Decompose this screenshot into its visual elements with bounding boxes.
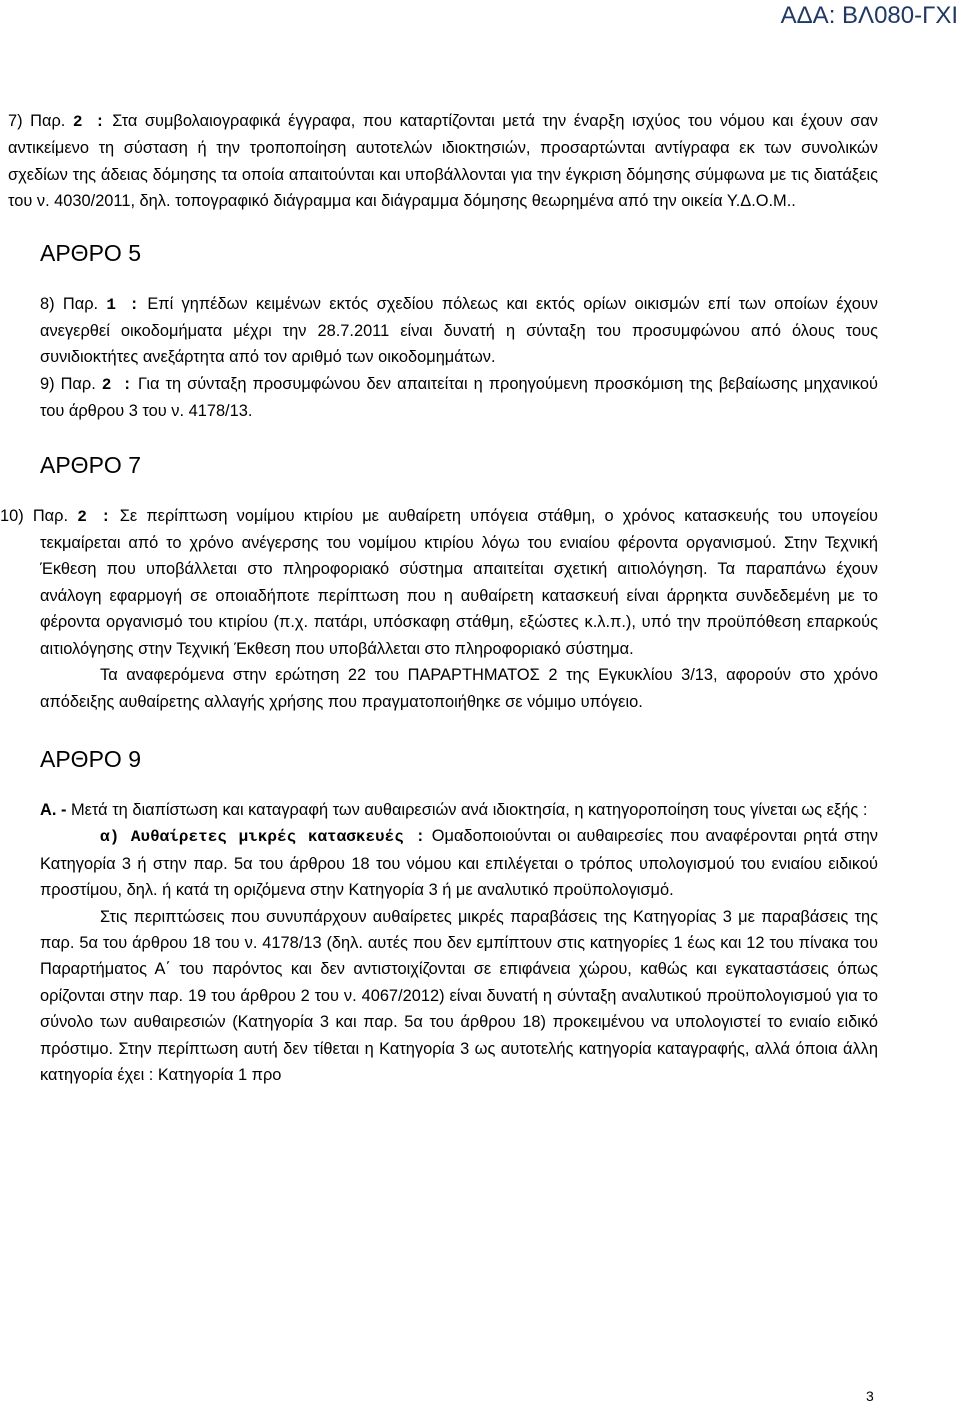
document-body (0, 108, 879, 1088)
item-8 (40, 291, 878, 371)
page-number: 3 (866, 1388, 874, 1404)
item-A (40, 797, 878, 823)
item-7-number: 7) Παρ. (8, 112, 73, 130)
item-9-ref: 2 : (101, 375, 133, 394)
item-a (40, 823, 878, 903)
item-7-ref: 2 : (72, 113, 105, 131)
heading-article-7: ΑΡΘΡΟ 7 (40, 451, 141, 478)
item-A-text: Μετά τη διαπίστωση και καταγραφή των αυθαιρεσιών ανά ιδιοκτησία, η κατηγοροποίηση τους γίνεται ως εξής : (66, 800, 868, 819)
item-9-text: Για τη σύνταξη προσυμφώνου δεν απαιτείται η προηγούμενη προσκόμιση της βεβαίωσης μηχανικού του άρθρου 3 του ν. 4178/13. (40, 374, 879, 421)
item-8-ref: 1 : (106, 295, 139, 314)
item-10-followup: Τα αναφερόμενα στην ερώτηση 22 του ΠΑΡΑΡΤΗΜΑΤΟΣ 2 της Εγκυκλίου 3/13, αφορούν στο χρόνο απόδειξης αυθαίρετης αλλαγής χρήσης που πραγματοποιήθηκε σε νόμιμο υπόγειο. (40, 666, 878, 711)
item-10-number: 10) Παρ. (0, 506, 78, 525)
item-10-ref: 2 : (77, 507, 111, 526)
item-7 (8, 108, 878, 215)
item-9 (40, 371, 878, 425)
document-code: ΑΔΑ: ΒΛ080-ΓΧΙ (780, 2, 958, 29)
item-A-label: Α. - (40, 800, 67, 819)
item-10-text: Σε περίπτωση νομίμου κτιρίου με αυθαίρετη υπόγεια στάθμη, ο χρόνος κατασκευής του υπογείου τεκμαίρεται από το χρόνο ανέγερσης του νομίμου κτιρίου λόγω του ενιαίου φέροντα οργανισμού. Στην Τεχνική Έκθεση που υποβάλλεται στο πληροφοριακό σύστημα απαιτείται σχετική αιτιολόγηση. Τα παραπάνω έχουν ανάλογη εφαρμογή σε οποιαδήποτε περίπτωση που η αυθαίρετη κατασκευή είναι άρρηκτα συνδεδεμένη με το φέροντα οργανισμό του κτιρίου (π.χ. πατάρι, υπόσκαφη στάθμη, εξώστες κ.λ.π.), υπό την προϋπόθεση επαρκούς αιτιολόγησης στην Τεχνική Έκθεση που υποβάλλεται στο πληροφοριακό σύστημα. (40, 506, 878, 658)
item-9-number: 9) Παρ. (40, 374, 102, 393)
item-a-followup: Στις περιπτώσεις που συνυπάρχουν αυθαίρετες μικρές παραβάσεις της Κατηγορίας 3 με παραβάσεις της παρ. 5α του άρθρου 18 του ν. 4178/13 (δηλ. αυτές που δεν εμπίπτουν στις κατηγορίες 1 έως και 12 του πίνακα του Παραρτήματος Α΄ του παρόντος και δεν αντιστοιχίζονται σε επιφάνεια χώρου, καθώς και εγκαταστάσεις όπως ορίζονται στην παρ. 19 του άρθρου 2 του ν. 4067/2012) είναι δυνατή η σύνταξη αναλυτικού προϋπολογισμού για το σύνολο των αυθαιρεσιών (Κατηγορία 3 και παρ. 5α του άρθρου 18) προκειμένου να υπολογιστεί το ενιαίο ειδικό πρόστιμο. Στην περίπτωση αυτή δεν τίθεται η Κατηγορία 3 ως αυτοτελής κατηγορία καταγραφής, αλλά όποια άλλη κατηγορία έχει : Κατηγορία 1 προ (40, 907, 878, 1084)
item-7-text: Στα συμβολαιογραφικά έγγραφα, που καταρτίζονται μετά την έναρξη ισχύος του νόμου και έχουν σαν αντικείμενο τη σύσταση ή την τροποποίηση αυτοτελών ιδιοκτησιών, προσαρτώνται αντίγραφα εκ των συνολικών σχεδίων της άδειας δόμησης τα οποία απαιτούνται και υποβάλλονται για την έγκριση δόμησης σύμφωνα με τις διατάξεις του ν. 4030/2011, δηλ. τοπογραφικό διάγραμμα και διάγραμμα δόμησης θεωρημένα από την οικεία Υ.Δ.Ο.Μ.. (8, 112, 878, 211)
heading-article-9: ΑΡΘΡΟ 9 (40, 745, 141, 772)
item-8-number: 8) Παρ. (40, 294, 107, 313)
item-a-text: Ομαδοποιούνται οι αυθαιρεσίες που αναφέρονται ρητά στην Κατηγορία 3 ή στην παρ. 5α του άρθρου 18 του νόμου και επιλέγεται ο τρόπος υπολογισμού του ενιαίου ειδικού προστίμου, δηλ. ή κατά τη οριζόμενα στην Κατηγορία 3 ή με αναλυτικό προϋπολογισμό. (40, 827, 879, 900)
item-8-text: Επί γηπέδων κειμένων εκτός σχεδίου πόλεως και εκτός ορίων οικισμών επί των οποίων έχουν ανεγερθεί οικοδομήματα μέχρι την 28.7.2011 είναι δυνατή η σύνταξη του προσυμφώνου από όλους τους συνιδιοκτήτες ανεξάρτητα από τον αριθμό των οικοδομημάτων. (40, 294, 878, 367)
item-10 (0, 503, 878, 662)
item-a-label: α) Αυθαίρετες μικρές κατασκευές : (100, 828, 426, 847)
heading-article-5: ΑΡΘΡΟ 5 (40, 239, 141, 266)
